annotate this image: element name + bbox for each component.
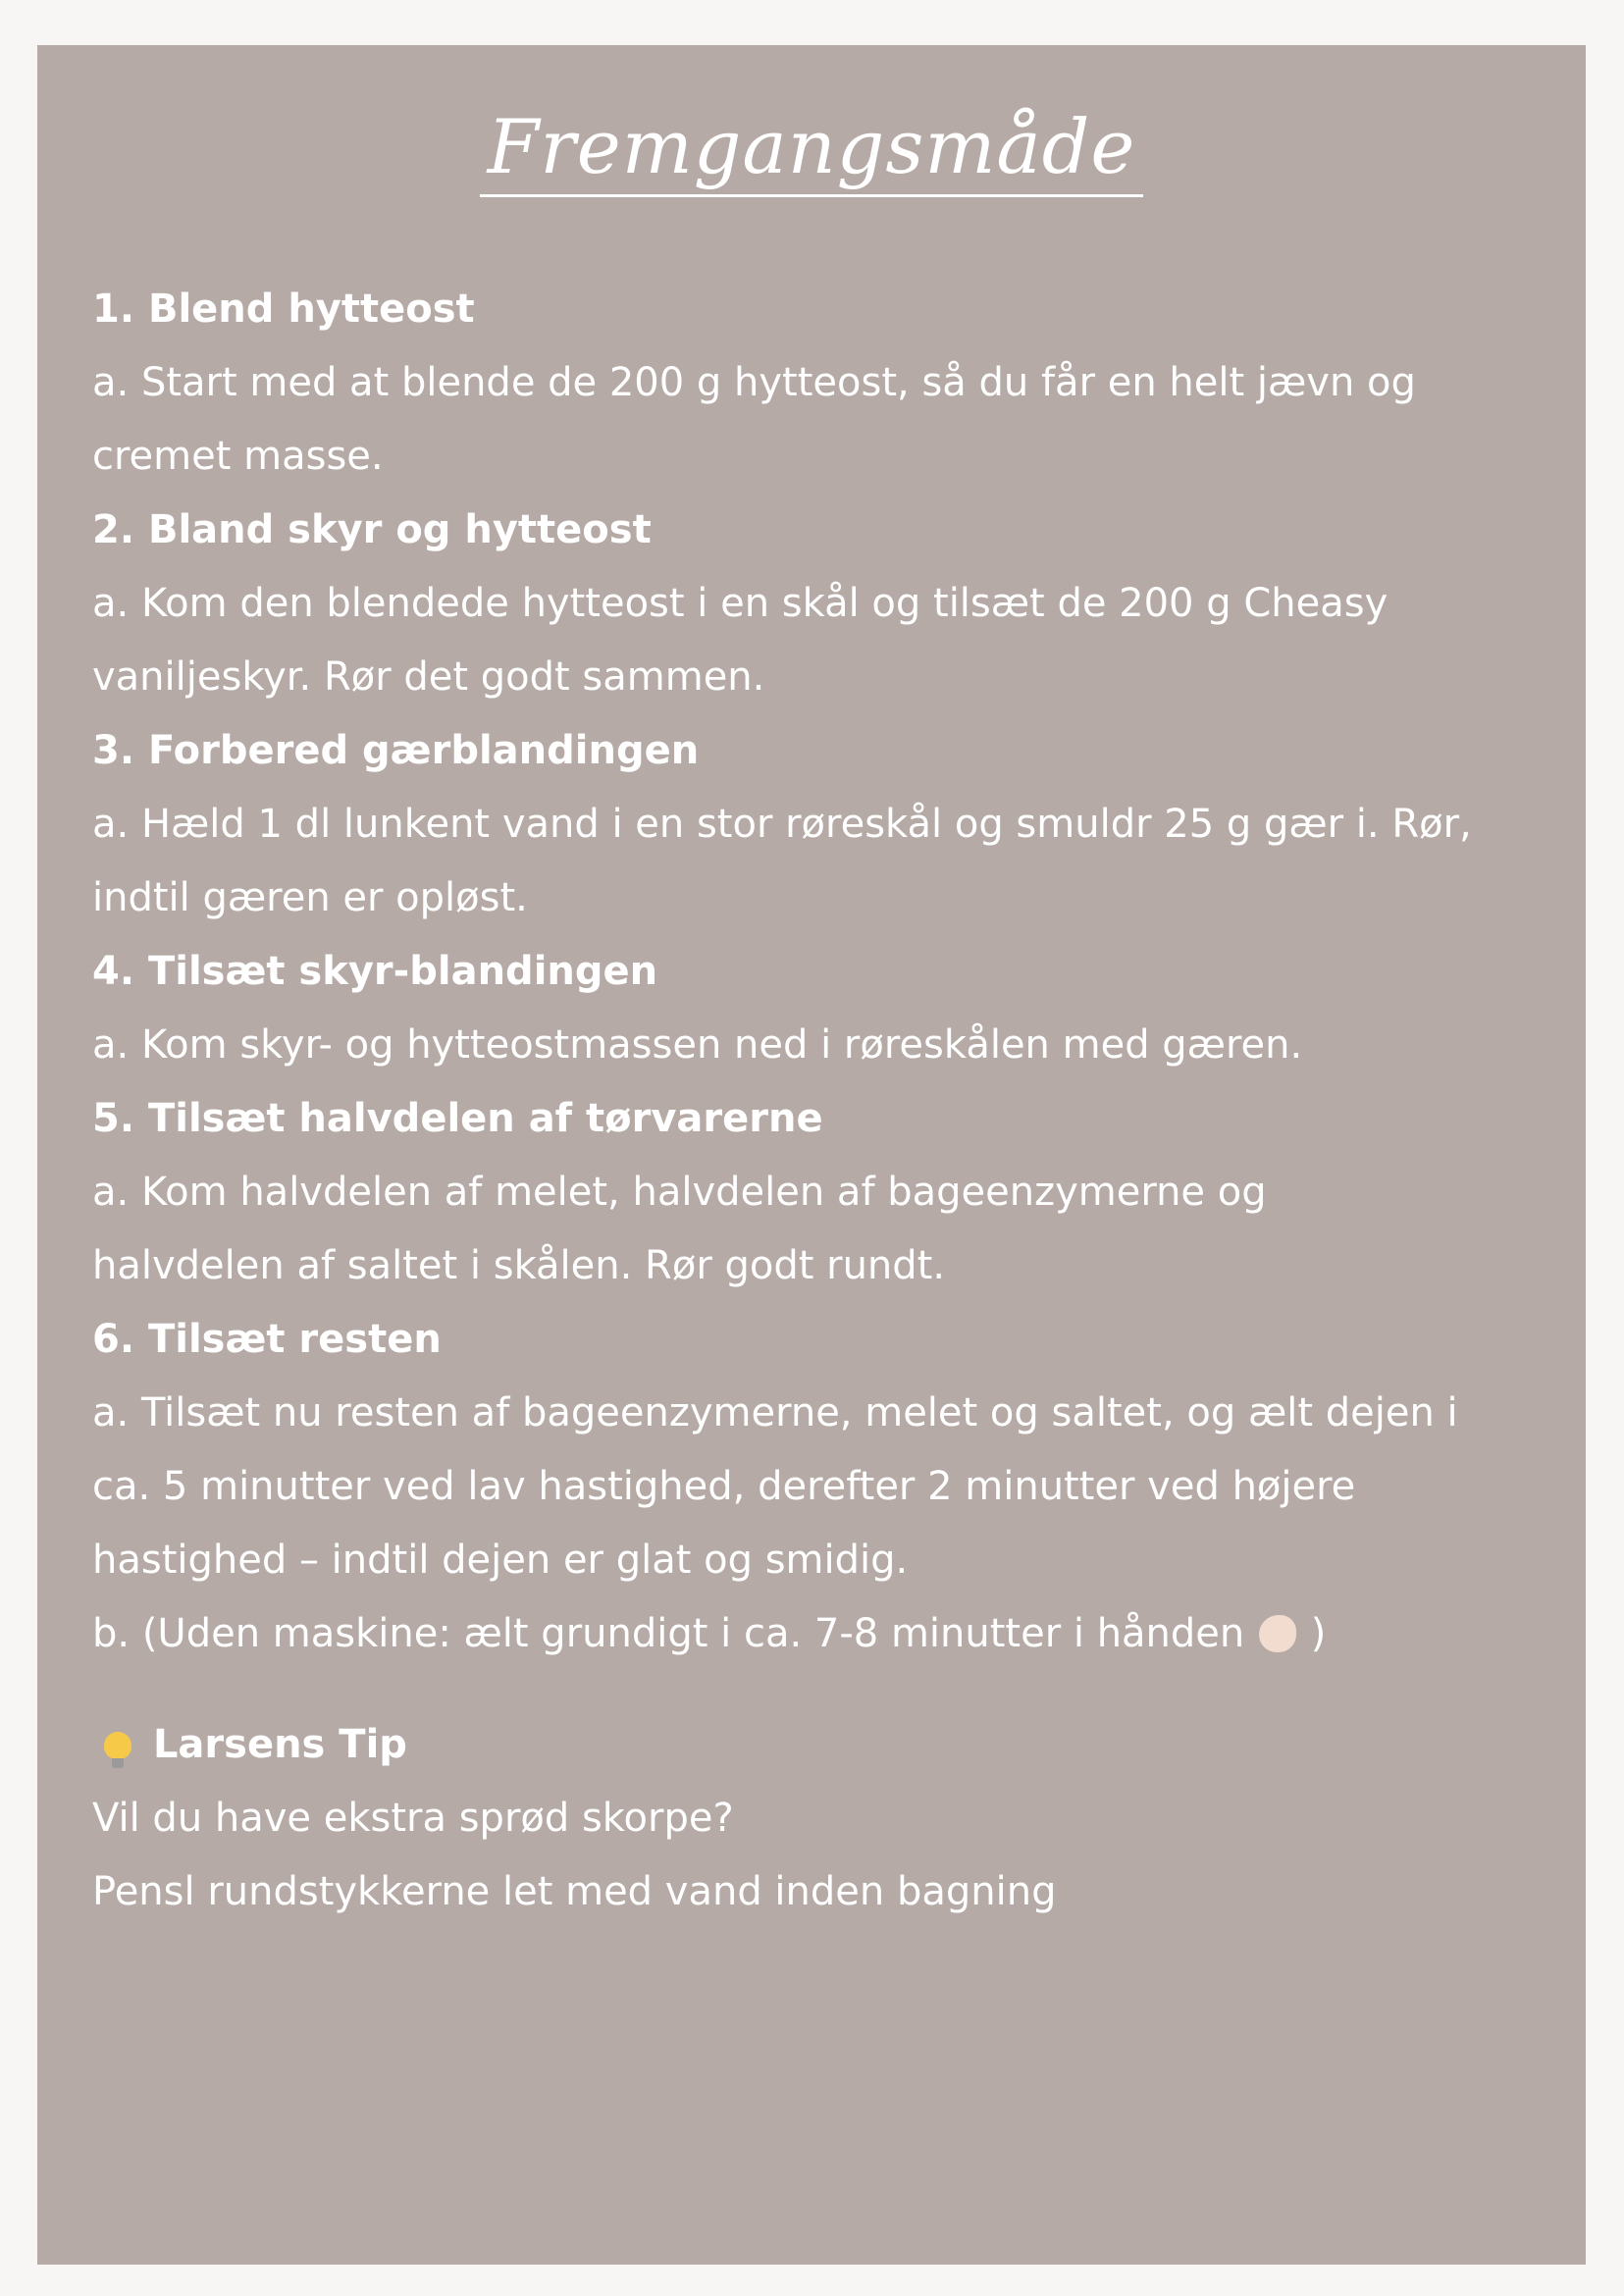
step-2	[92, 494, 1527, 714]
step-heading: 2. Bland skyr og hytteost	[92, 507, 652, 552]
step-4	[92, 935, 1527, 1082]
steps-list	[92, 273, 1527, 1929]
step-heading: 3. Forbered gærblandingen	[92, 728, 700, 773]
step-line: a. Hæld 1 dl lunkent vand i en stor røreskål og smuldr 25 g gær i. Rør,	[92, 802, 1472, 847]
tip-line: Pensl rundstykkerne let med vand inden bagning	[92, 1869, 1057, 1914]
page-title: Fremgangsmåde	[37, 110, 1586, 184]
step-1	[92, 273, 1527, 494]
step-line: a. Kom skyr- og hytteostmassen ned i røreskålen med gæren.	[92, 1022, 1303, 1068]
step-heading: 1. Blend hytteost	[92, 287, 475, 332]
step-note-end: )	[1310, 1611, 1327, 1656]
tip-line: Vil du have ekstra sprød skorpe?	[92, 1796, 734, 1841]
step-line: a. Kom den blendede hytteost i en skål og tilsæt de 200 g Cheasy	[92, 581, 1388, 626]
step-5	[92, 1082, 1527, 1303]
step-line: halvdelen af saltet i skålen. Rør godt rundt.	[92, 1243, 946, 1288]
recipe-card	[37, 45, 1586, 2265]
step-line: cremet masse.	[92, 434, 384, 479]
step-line: hastighed – indtil dejen er glat og smidig.	[92, 1538, 909, 1583]
tip-heading-text: Larsens Tip	[152, 1722, 407, 1767]
flexed-biceps-icon	[1259, 1615, 1296, 1652]
step-heading: 4. Tilsæt skyr-blandingen	[92, 949, 658, 994]
step-line: vaniljeskyr. Rør det godt sammen.	[92, 654, 765, 700]
step-line: a. Start med at blende de 200 g hytteost, så du får en helt jævn og	[92, 360, 1416, 405]
step-line: indtil gæren er opløst.	[92, 875, 528, 920]
lightbulb-icon	[104, 1732, 131, 1759]
step-line: ca. 5 minutter ved lav hastighed, derefter 2 minutter ved højere	[92, 1464, 1356, 1509]
tip-heading	[92, 1708, 1527, 1782]
step-heading: 6. Tilsæt resten	[92, 1317, 442, 1362]
step-note-text: b. (Uden maskine: ælt grundigt i ca. 7-8 minutter i hånden	[92, 1611, 1245, 1656]
step-6	[92, 1303, 1527, 1671]
step-line: a. Tilsæt nu resten af bageenzymerne, melet og saltet, og ælt dejen i	[92, 1390, 1458, 1435]
step-heading: 5. Tilsæt halvdelen af tørvarerne	[92, 1096, 823, 1141]
step-3	[92, 714, 1527, 935]
step-line: a. Kom halvdelen af melet, halvdelen af bageenzymerne og	[92, 1170, 1267, 1215]
tip-section	[92, 1708, 1527, 1929]
step-note	[92, 1597, 1527, 1671]
